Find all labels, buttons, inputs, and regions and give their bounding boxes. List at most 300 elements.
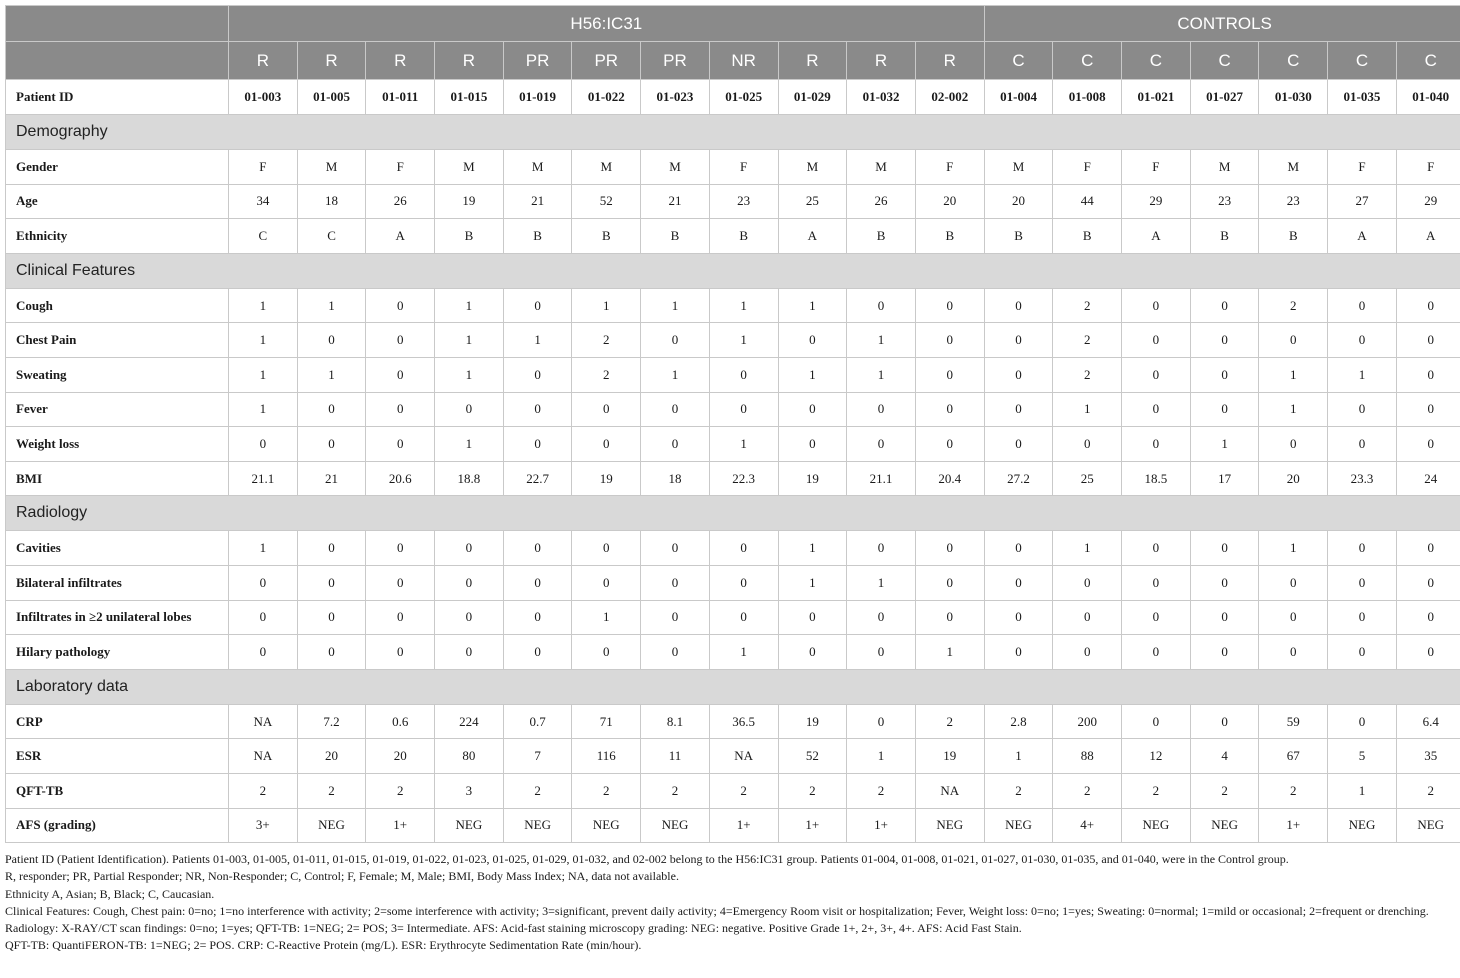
table-cell: B — [1190, 219, 1259, 254]
table-cell: 0 — [366, 288, 435, 323]
table-cell: 23 — [709, 184, 778, 219]
table-cell: 0 — [503, 531, 572, 566]
row-label: Fever — [6, 392, 229, 427]
table-cell: 0 — [366, 392, 435, 427]
table-cell: 0 — [435, 565, 504, 600]
table-cell: 0 — [1190, 357, 1259, 392]
table-cell: 26 — [366, 184, 435, 219]
table-footnotes — [5, 851, 1455, 955]
table-cell: 1 — [229, 531, 298, 566]
patient-id-row — [6, 80, 1460, 115]
response-header-cell: PR — [641, 42, 710, 80]
table-cell: 1+ — [778, 808, 847, 843]
table-cell: F — [1396, 150, 1460, 185]
table-cell: NEG — [1396, 808, 1460, 843]
table-row — [6, 461, 1460, 496]
table-cell: 1 — [984, 739, 1053, 774]
section-title: Laboratory data — [6, 669, 1460, 704]
table-row — [6, 773, 1460, 808]
table-row — [6, 392, 1460, 427]
table-cell: 0 — [1328, 531, 1397, 566]
row-label: Chest Pain — [6, 323, 229, 358]
table-cell: 27.2 — [984, 461, 1053, 496]
table-cell: 0 — [297, 392, 366, 427]
table-cell: F — [709, 150, 778, 185]
table-row — [6, 739, 1460, 774]
table-cell: 0 — [1190, 531, 1259, 566]
table-cell: 0 — [1328, 392, 1397, 427]
table-cell: 0 — [1122, 635, 1191, 670]
table-cell: 0 — [366, 600, 435, 635]
table-cell: B — [503, 219, 572, 254]
table-cell: 0 — [1396, 565, 1460, 600]
table-cell: 1+ — [1259, 808, 1328, 843]
table-cell: 0 — [297, 600, 366, 635]
table-cell: 0 — [847, 288, 916, 323]
table-cell: 0 — [1122, 427, 1191, 462]
table-cell: 1 — [778, 565, 847, 600]
table-cell: M — [1259, 150, 1328, 185]
table-cell: 0 — [984, 565, 1053, 600]
table-cell: 0 — [778, 635, 847, 670]
table-cell: 18 — [641, 461, 710, 496]
table-cell: 0 — [366, 565, 435, 600]
row-label: Cough — [6, 288, 229, 323]
table-cell: 1 — [709, 635, 778, 670]
table-cell: 0 — [503, 357, 572, 392]
table-cell: 0 — [297, 531, 366, 566]
table-cell: 59 — [1259, 704, 1328, 739]
table-cell: 2 — [847, 773, 916, 808]
group-header-cell: H56:IC31 — [229, 6, 985, 42]
table-cell: 0 — [778, 392, 847, 427]
table-cell: 25 — [778, 184, 847, 219]
table-cell: 22.7 — [503, 461, 572, 496]
response-header-cell: C — [1122, 42, 1191, 80]
table-cell: 0 — [1053, 427, 1122, 462]
table-cell: 2.8 — [984, 704, 1053, 739]
table-cell: 2 — [572, 357, 641, 392]
table-cell: 224 — [435, 704, 504, 739]
header-blank-cell — [6, 42, 229, 80]
table-cell: 2 — [1122, 773, 1191, 808]
table-row — [6, 635, 1460, 670]
table-cell: 17 — [1190, 461, 1259, 496]
table-cell: 2 — [778, 773, 847, 808]
table-cell: 1 — [1053, 392, 1122, 427]
table-cell: 0 — [1328, 704, 1397, 739]
table-cell: 22.3 — [709, 461, 778, 496]
table-row — [6, 808, 1460, 843]
table-cell: 25 — [1053, 461, 1122, 496]
table-cell: 1 — [641, 357, 710, 392]
table-cell: 5 — [1328, 739, 1397, 774]
table-cell: 19 — [915, 739, 984, 774]
patient-id-cell: 01-035 — [1328, 80, 1397, 115]
row-label: QFT-TB — [6, 773, 229, 808]
table-cell: 0 — [229, 600, 298, 635]
table-cell: 20 — [1259, 461, 1328, 496]
table-cell: 0 — [1190, 392, 1259, 427]
table-cell: 0 — [1122, 565, 1191, 600]
response-header-cell: C — [1396, 42, 1460, 80]
section-header-row — [6, 253, 1460, 288]
table-cell: 34 — [229, 184, 298, 219]
table-cell: 0 — [641, 600, 710, 635]
table-cell: 0 — [709, 531, 778, 566]
table-cell: A — [778, 219, 847, 254]
table-cell: 18.5 — [1122, 461, 1191, 496]
patient-id-cell: 01-032 — [847, 80, 916, 115]
table-cell: B — [641, 219, 710, 254]
table-cell: 0 — [1259, 635, 1328, 670]
table-cell: 0 — [1396, 288, 1460, 323]
table-cell: 0 — [847, 704, 916, 739]
table-cell: NEG — [435, 808, 504, 843]
clinical-data-table — [5, 5, 1460, 843]
table-row — [6, 219, 1460, 254]
table-cell: 0 — [1328, 323, 1397, 358]
table-cell: 88 — [1053, 739, 1122, 774]
table-cell: 0 — [1328, 635, 1397, 670]
response-header-cell: C — [984, 42, 1053, 80]
patient-id-cell: 01-025 — [709, 80, 778, 115]
table-cell: 0 — [1190, 704, 1259, 739]
section-title: Clinical Features — [6, 253, 1460, 288]
table-cell: 0 — [1396, 357, 1460, 392]
table-cell: 1 — [709, 323, 778, 358]
table-cell: M — [984, 150, 1053, 185]
table-cell: 0 — [1396, 323, 1460, 358]
section-title: Demography — [6, 115, 1460, 150]
table-cell: 0 — [1328, 565, 1397, 600]
table-cell: 2 — [1190, 773, 1259, 808]
patient-id-cell: 01-019 — [503, 80, 572, 115]
table-cell: 0 — [1053, 600, 1122, 635]
table-cell: 0 — [503, 392, 572, 427]
footnote: R, responder; PR, Partial Responder; NR, Non-Responder; C, Control; F, Female; M, Male; BMI, Body Mass Index; NA, data not available. — [5, 869, 679, 884]
table-cell: 2 — [641, 773, 710, 808]
table-cell: A — [1122, 219, 1191, 254]
patient-id-cell: 01-029 — [778, 80, 847, 115]
table-cell: 12 — [1122, 739, 1191, 774]
table-cell: 1 — [1190, 427, 1259, 462]
table-cell: B — [435, 219, 504, 254]
row-label: Age — [6, 184, 229, 219]
table-cell: 1 — [641, 288, 710, 323]
patient-id-cell: 01-008 — [1053, 80, 1122, 115]
table-cell: 0 — [847, 427, 916, 462]
table-cell: M — [1190, 150, 1259, 185]
table-cell: 2 — [709, 773, 778, 808]
table-cell: NEG — [503, 808, 572, 843]
table-row — [6, 600, 1460, 635]
table-cell: 20.6 — [366, 461, 435, 496]
table-cell: 0 — [1122, 392, 1191, 427]
row-label: AFS (grading) — [6, 808, 229, 843]
patient-id-cell: 01-022 — [572, 80, 641, 115]
table-cell: 0 — [1259, 323, 1328, 358]
table-cell: 1 — [229, 288, 298, 323]
table-cell: 29 — [1396, 184, 1460, 219]
table-cell: 1 — [572, 600, 641, 635]
table-cell: NA — [229, 704, 298, 739]
table-cell: 1 — [229, 323, 298, 358]
table-cell: 0 — [915, 427, 984, 462]
table-cell: NA — [915, 773, 984, 808]
table-cell: 8.1 — [641, 704, 710, 739]
table-cell: 3+ — [229, 808, 298, 843]
table-cell: 0 — [641, 565, 710, 600]
table-cell: A — [1328, 219, 1397, 254]
response-header-cell: R — [915, 42, 984, 80]
row-label: Ethnicity — [6, 219, 229, 254]
table-cell: M — [572, 150, 641, 185]
footnote: Radiology: X-RAY/CT scan findings: 0=no; 1=yes; QFT-TB: 1=NEG; 2= POS; 3= Intermediate. AFS: Acid-fast staining microscopy grading: NEG: negative. Positive Grade 1+, 2+, 3+, 4+. AFS: Acid Fast Stain. — [5, 921, 1022, 936]
row-label: Hilary pathology — [6, 635, 229, 670]
table-cell: 0 — [503, 600, 572, 635]
header-blank-cell — [6, 6, 229, 42]
table-cell: 0 — [641, 323, 710, 358]
table-cell: 0 — [1053, 635, 1122, 670]
table-cell: 2 — [297, 773, 366, 808]
table-cell: 2 — [1053, 773, 1122, 808]
table-cell: 21 — [503, 184, 572, 219]
table-cell: 1+ — [366, 808, 435, 843]
table-cell: 21.1 — [229, 461, 298, 496]
table-cell: 0 — [984, 392, 1053, 427]
response-header-cell: PR — [503, 42, 572, 80]
table-cell: 0 — [984, 600, 1053, 635]
table-cell: 1 — [847, 357, 916, 392]
table-cell: 0 — [847, 392, 916, 427]
table-cell: 20 — [366, 739, 435, 774]
table-cell: 0 — [1396, 600, 1460, 635]
footnote: QFT-TB: QuantiFERON-TB: 1=NEG; 2= POS. CRP: C-Reactive Protein (mg/L). ESR: Erythrocyte Sedimentation Rate (min/hour). — [5, 938, 642, 953]
footnote: Patient ID (Patient Identification). Patients 01-003, 01-005, 01-011, 01-015, 01-019, 01-022, 01-023, 01-025, 01-029, 01-032, and 02-002 belong to the H56:IC31 group. Patients 01-004, 01-008, 01-021, 01-027, 01-030, 01-035, and 01-040, were in the Control group. — [5, 852, 1289, 866]
table-cell: 2 — [1259, 288, 1328, 323]
table-cell: 0 — [366, 635, 435, 670]
table-cell: 20.4 — [915, 461, 984, 496]
table-cell: 0 — [297, 427, 366, 462]
table-cell: 2 — [229, 773, 298, 808]
table-cell: 0 — [778, 323, 847, 358]
table-cell: 1 — [1259, 357, 1328, 392]
response-header-cell: R — [229, 42, 298, 80]
table-cell: 1 — [709, 427, 778, 462]
response-header-cell: C — [1053, 42, 1122, 80]
table-cell: 0 — [503, 565, 572, 600]
table-cell: 1 — [778, 288, 847, 323]
table-cell: NEG — [641, 808, 710, 843]
table-cell: 1 — [435, 357, 504, 392]
patient-id-cell: 01-003 — [229, 80, 298, 115]
group-header-row — [6, 6, 1460, 42]
table-cell: 0 — [229, 565, 298, 600]
table-cell: 1 — [778, 357, 847, 392]
table-cell: 0 — [915, 288, 984, 323]
patient-id-cell: 01-011 — [366, 80, 435, 115]
section-header-row — [6, 496, 1460, 531]
row-label: Infiltrates in ≥2 unilateral lobes — [6, 600, 229, 635]
table-cell: 0 — [1190, 565, 1259, 600]
response-header-row — [6, 42, 1460, 80]
table-cell: 0 — [1259, 600, 1328, 635]
table-cell: A — [1396, 219, 1460, 254]
table-row — [6, 184, 1460, 219]
row-label: Gender — [6, 150, 229, 185]
table-cell: 0 — [366, 531, 435, 566]
table-cell: 2 — [915, 704, 984, 739]
response-header-cell: R — [778, 42, 847, 80]
table-cell: 20 — [297, 739, 366, 774]
table-cell: 52 — [572, 184, 641, 219]
patient-id-cell: 01-023 — [641, 80, 710, 115]
table-cell: 44 — [1053, 184, 1122, 219]
table-cell: 19 — [572, 461, 641, 496]
table-cell: 0 — [435, 392, 504, 427]
table-cell: 0 — [1053, 565, 1122, 600]
table-cell: 20 — [915, 184, 984, 219]
table-cell: C — [297, 219, 366, 254]
table-cell: 2 — [1396, 773, 1460, 808]
table-cell: 0 — [984, 357, 1053, 392]
table-cell: F — [1328, 150, 1397, 185]
table-cell: 2 — [1053, 357, 1122, 392]
response-header-cell: C — [1190, 42, 1259, 80]
table-cell: 1 — [297, 288, 366, 323]
table-cell: 0 — [435, 635, 504, 670]
table-cell: 0 — [847, 531, 916, 566]
table-cell: NEG — [1190, 808, 1259, 843]
table-cell: 3 — [435, 773, 504, 808]
table-cell: M — [778, 150, 847, 185]
table-cell: 0 — [641, 635, 710, 670]
table-cell: 7 — [503, 739, 572, 774]
patient-id-cell: 02-002 — [915, 80, 984, 115]
table-cell: 1+ — [847, 808, 916, 843]
table-row — [6, 565, 1460, 600]
patient-id-cell: 01-005 — [297, 80, 366, 115]
table-cell: 0 — [366, 357, 435, 392]
section-title: Radiology — [6, 496, 1460, 531]
table-cell: 0 — [1122, 704, 1191, 739]
table-cell: 71 — [572, 704, 641, 739]
table-cell: 0 — [1259, 427, 1328, 462]
table-cell: 0 — [1122, 531, 1191, 566]
table-row — [6, 704, 1460, 739]
table-cell: 0 — [1328, 600, 1397, 635]
table-cell: 6.4 — [1396, 704, 1460, 739]
table-cell: 21 — [297, 461, 366, 496]
table-cell: 0 — [915, 392, 984, 427]
table-cell: 0 — [366, 323, 435, 358]
table-cell: 1 — [229, 392, 298, 427]
table-cell: 0 — [1396, 635, 1460, 670]
table-cell: 2 — [572, 323, 641, 358]
table-cell: C — [229, 219, 298, 254]
table-cell: 4+ — [1053, 808, 1122, 843]
table-row — [6, 323, 1460, 358]
table-cell: 0 — [229, 427, 298, 462]
table-cell: 0 — [503, 635, 572, 670]
table-cell: 0 — [1396, 427, 1460, 462]
table-cell: 1 — [847, 323, 916, 358]
table-cell: F — [1053, 150, 1122, 185]
response-header-cell: C — [1259, 42, 1328, 80]
row-label: BMI — [6, 461, 229, 496]
table-cell: 67 — [1259, 739, 1328, 774]
response-header-cell: C — [1328, 42, 1397, 80]
table-cell: F — [915, 150, 984, 185]
table-cell: 0 — [503, 427, 572, 462]
table-cell: 36.5 — [709, 704, 778, 739]
table-cell: B — [847, 219, 916, 254]
table-cell: NEG — [1122, 808, 1191, 843]
patient-id-cell: 01-021 — [1122, 80, 1191, 115]
table-cell: 1 — [1328, 773, 1397, 808]
table-cell: 0 — [709, 565, 778, 600]
table-cell: 1 — [435, 323, 504, 358]
response-header-cell: R — [435, 42, 504, 80]
response-header-cell: R — [366, 42, 435, 80]
table-cell: A — [366, 219, 435, 254]
table-cell: 0 — [572, 427, 641, 462]
table-cell: B — [1259, 219, 1328, 254]
table-cell: 0 — [915, 531, 984, 566]
table-cell: M — [641, 150, 710, 185]
table-cell: 0 — [984, 323, 1053, 358]
table-cell: 7.2 — [297, 704, 366, 739]
table-row — [6, 357, 1460, 392]
row-label: Cavities — [6, 531, 229, 566]
table-cell: 0 — [641, 531, 710, 566]
table-cell: 0 — [641, 392, 710, 427]
table-cell: 2 — [572, 773, 641, 808]
response-header-cell: R — [297, 42, 366, 80]
table-cell: 1 — [1053, 531, 1122, 566]
table-cell: 0 — [435, 531, 504, 566]
group-header-cell: CONTROLS — [984, 6, 1460, 42]
table-cell: 0 — [847, 635, 916, 670]
table-cell: 1 — [847, 739, 916, 774]
table-cell: 4 — [1190, 739, 1259, 774]
table-cell: 0 — [1396, 531, 1460, 566]
table-cell: B — [1053, 219, 1122, 254]
table-cell: M — [847, 150, 916, 185]
table-cell: 52 — [778, 739, 847, 774]
patient-id-label: Patient ID — [6, 80, 229, 115]
table-cell: 29 — [1122, 184, 1191, 219]
table-row — [6, 531, 1460, 566]
table-cell: 1 — [435, 288, 504, 323]
table-cell: NEG — [572, 808, 641, 843]
table-cell: 0 — [297, 323, 366, 358]
table-cell: 0 — [915, 323, 984, 358]
table-cell: 23 — [1190, 184, 1259, 219]
table-cell: 20 — [984, 184, 1053, 219]
table-cell: 0.6 — [366, 704, 435, 739]
patient-id-cell: 01-030 — [1259, 80, 1328, 115]
table-cell: 0 — [984, 635, 1053, 670]
table-cell: 26 — [847, 184, 916, 219]
table-cell: 19 — [435, 184, 504, 219]
table-cell: 24 — [1396, 461, 1460, 496]
table-cell: 0 — [847, 600, 916, 635]
table-cell: 0 — [915, 565, 984, 600]
table-cell: B — [984, 219, 1053, 254]
table-cell: NEG — [915, 808, 984, 843]
